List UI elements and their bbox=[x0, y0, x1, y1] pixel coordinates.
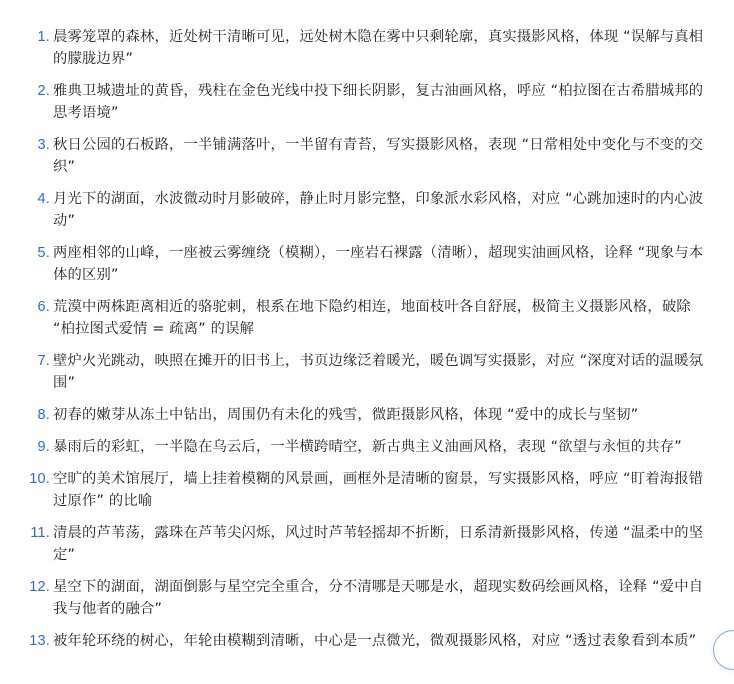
list-item-text: 星空下的湖面，湖面倒影与星空完全重合，分不清哪是天哪是水，超现实数码绘画风格，诠释 “爱中自我与他者的融合” bbox=[53, 579, 704, 617]
list-number: 11. bbox=[30, 525, 50, 541]
list-number: 4. bbox=[37, 191, 50, 207]
list-number: 13. bbox=[29, 633, 50, 649]
list-number: 1. bbox=[37, 29, 50, 45]
list-number: 3. bbox=[37, 137, 50, 153]
list-number: 7. bbox=[37, 353, 50, 369]
list-item-text: 被年轮环绕的树心，年轮由模糊到清晰，中心是一点微光，微观摄影风格，对应 “透过表象看到本质” bbox=[53, 633, 697, 649]
list-item-13 bbox=[0, 630, 734, 652]
list-number: 6. bbox=[37, 299, 50, 315]
list-number: 5. bbox=[37, 245, 50, 261]
list-number: 10. bbox=[29, 471, 50, 487]
list-item-6 bbox=[0, 296, 734, 340]
list-item-text: 暴雨后的彩虹，一半隐在乌云后，一半横跨晴空，新古典主义油画风格，表现 “欲望与永恒的共存” bbox=[53, 439, 682, 455]
list-item-text: 晨雾笼罩的森林，近处树干清晰可见，远处树木隐在雾中只剩轮廓，真实摄影风格，体现 “误解与真相的朦胧边界” bbox=[53, 29, 704, 67]
list-item-text: 月光下的湖面，水波微动时月影破碎，静止时月影完整，印象派水彩风格，对应 “心跳加速时的内心波动” bbox=[53, 191, 704, 229]
list-item-text: 雅典卫城遗址的黄昏，残柱在金色光线中投下细长阴影，复古油画风格，呼应 “柏拉图在古希腊城邦的思考语境” bbox=[53, 83, 704, 121]
list-item-8 bbox=[0, 404, 734, 426]
list-item-9 bbox=[0, 436, 734, 458]
list-item-2 bbox=[0, 80, 734, 124]
list-item-text: 秋日公园的石板路，一半铺满落叶，一半留有青苔，写实摄影风格，表现 “日常相处中变化与不变的交织” bbox=[53, 137, 704, 175]
list-item-1 bbox=[0, 26, 734, 70]
list-item-text: 两座相邻的山峰，一座被云雾缠绕（模糊），一座岩石裸露（清晰），超现实油画风格，诠释 “现象与本体的区别” bbox=[53, 245, 704, 283]
list-item-7 bbox=[0, 350, 734, 394]
list-number: 2. bbox=[37, 83, 50, 99]
list-item-10 bbox=[0, 468, 734, 512]
list-item-text: 壁炉火光跳动，映照在摊开的旧书上，书页边缘泛着暖光，暖色调写实摄影，对应 “深度对话的温暖氛围” bbox=[53, 353, 704, 391]
list-number: 8. bbox=[37, 407, 50, 423]
list-item-4 bbox=[0, 188, 734, 232]
list-item-3 bbox=[0, 134, 734, 178]
list-item-text: 初春的嫩芽从冻土中钻出，周围仍有未化的残雪，微距摄影风格，体现 “爱中的成长与坚韧” bbox=[53, 407, 639, 423]
numbered-list bbox=[0, 26, 734, 662]
list-item-12 bbox=[0, 576, 734, 620]
list-number: 9. bbox=[37, 439, 50, 455]
list-item-text: 空旷的美术馆展厅，墙上挂着模糊的风景画，画框外是清晰的窗景，写实摄影风格，呼应 “盯着海报错过原作” 的比喻 bbox=[53, 471, 704, 509]
list-item-text: 清晨的芦苇荡，露珠在芦苇尖闪烁，风过时芦苇轻摇却不折断，日系清新摄影风格，传递 “温柔中的坚定” bbox=[53, 525, 704, 563]
list-item-11 bbox=[0, 522, 734, 566]
list-item-text: 荒漠中两株距离相近的骆驼刺，根系在地下隐约相连，地面枝叶各自舒展，极简主义摄影风格，破除 “柏拉图式爱情 = 疏离” 的误解 bbox=[53, 299, 691, 337]
list-item-5 bbox=[0, 242, 734, 286]
list-number: 12. bbox=[29, 579, 50, 595]
